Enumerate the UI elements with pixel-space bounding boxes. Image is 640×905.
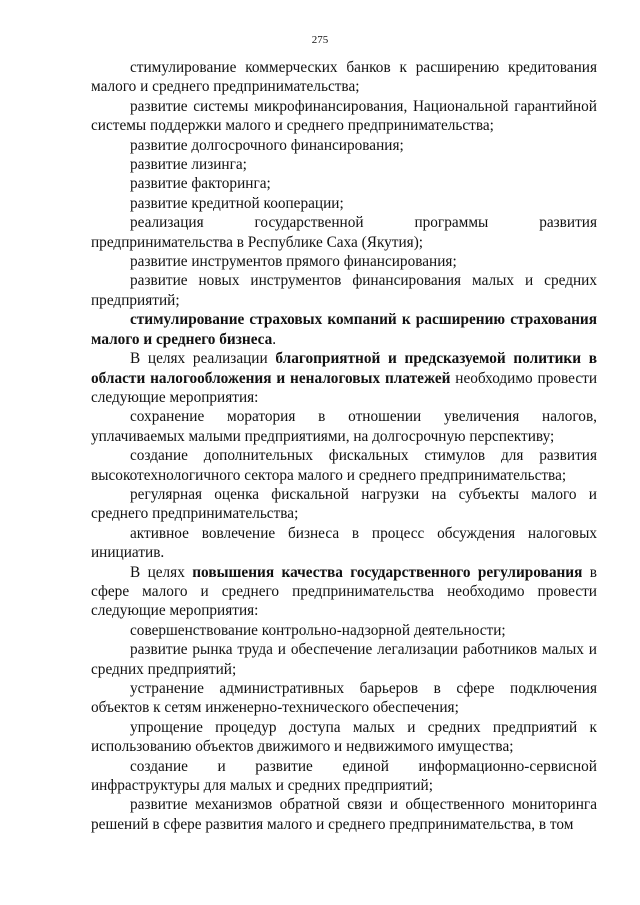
text-run: сохранение моратория в отношении увеличения налогов, уплачиваемых малыми предприятиями, на долгосрочную перспективу; bbox=[91, 408, 597, 445]
paragraph bbox=[91, 58, 597, 97]
paragraph bbox=[91, 485, 597, 524]
paragraph bbox=[91, 271, 597, 310]
paragraph bbox=[91, 795, 597, 834]
paragraph bbox=[91, 679, 597, 718]
text-run: в сфере малого и среднего предпринимательства необходимо провести следующие мероприятия: bbox=[91, 563, 597, 620]
text-run: развитие системы микрофинансирования, Национальной гарантийной системы поддержки малого и среднего предпринимательства; bbox=[91, 97, 597, 135]
body-text bbox=[91, 58, 597, 834]
paragraph bbox=[91, 194, 597, 213]
bold-text: благоприятной и предсказуемой политики в области налогообложения и неналоговых платежей bbox=[91, 350, 597, 387]
text-run: В целях реализации bbox=[130, 350, 276, 368]
text-run: развитие долгосрочного финансирования; bbox=[130, 136, 404, 154]
text-run: регулярная оценка фискальной нагрузки на субъекты малого и среднего предпринимательства; bbox=[91, 485, 597, 523]
paragraph bbox=[91, 718, 597, 757]
text-run: устранение административных барьеров в сфере подключения объектов к сетям инженерно-технического обеспечения; bbox=[91, 680, 597, 717]
text-run: развитие кредитной кооперации; bbox=[130, 194, 344, 212]
text-run: реализация государственной программы развития предпринимательства в Республике Саха (Якутия); bbox=[91, 214, 597, 251]
text-run: В целях bbox=[130, 563, 193, 581]
paragraph bbox=[91, 136, 597, 155]
text-run: развитие механизмов обратной связи и общественного мониторинга решений в сфере развития малого и среднего предпринимательства, в том bbox=[91, 796, 597, 833]
paragraph bbox=[91, 621, 597, 640]
paragraph bbox=[91, 407, 597, 446]
paragraph bbox=[91, 524, 597, 563]
paragraph bbox=[91, 640, 597, 679]
text-run: развитие лизинга; bbox=[130, 156, 247, 174]
bold-text: стимулирование страховых компаний к расширению страхования малого и среднего бизнеса bbox=[91, 311, 597, 348]
bold-text: повышения качества государственного регулирования bbox=[192, 563, 583, 581]
paragraph bbox=[91, 757, 597, 796]
text-run: развитие инструментов прямого финансирования; bbox=[130, 253, 457, 271]
text-run: необходимо провести следующие мероприятия: bbox=[91, 369, 598, 406]
paragraph bbox=[91, 310, 597, 349]
page-number: 275 bbox=[311, 34, 329, 46]
paragraph bbox=[91, 174, 597, 193]
text-run: создание и развитие единой информационно-сервисной инфраструктуры для малых и средних предприятий; bbox=[91, 757, 597, 795]
text-run: . bbox=[272, 330, 277, 348]
paragraph bbox=[91, 563, 597, 621]
paragraph bbox=[91, 349, 597, 407]
paragraph bbox=[91, 213, 597, 252]
text-run: активное вовлечение бизнеса в процесс обсуждения налоговых инициатив. bbox=[91, 524, 597, 562]
text-run: совершенствование контрольно-надзорной деятельности; bbox=[130, 621, 506, 639]
text-run: развитие рынка труда и обеспечение легализации работников малых и средних предприятий; bbox=[91, 641, 597, 678]
paragraph bbox=[91, 155, 597, 174]
text-run: стимулирование коммерческих банков к расширению кредитования малого и среднего предпринимательства; bbox=[91, 59, 597, 96]
text-run: развитие новых инструментов финансирования малых и средних предприятий; bbox=[91, 272, 597, 309]
text-run: создание дополнительных фискальных стимулов для развития высокотехнологичного сектора малого и среднего предпринимательства; bbox=[91, 447, 597, 484]
paragraph bbox=[91, 446, 597, 485]
text-run: упрощение процедур доступа малых и средних предприятий к использованию объектов движимого и недвижимого имущества; bbox=[91, 718, 597, 756]
paragraph bbox=[91, 97, 597, 136]
paragraph bbox=[91, 252, 597, 271]
text-run: развитие факторинга; bbox=[130, 175, 271, 193]
